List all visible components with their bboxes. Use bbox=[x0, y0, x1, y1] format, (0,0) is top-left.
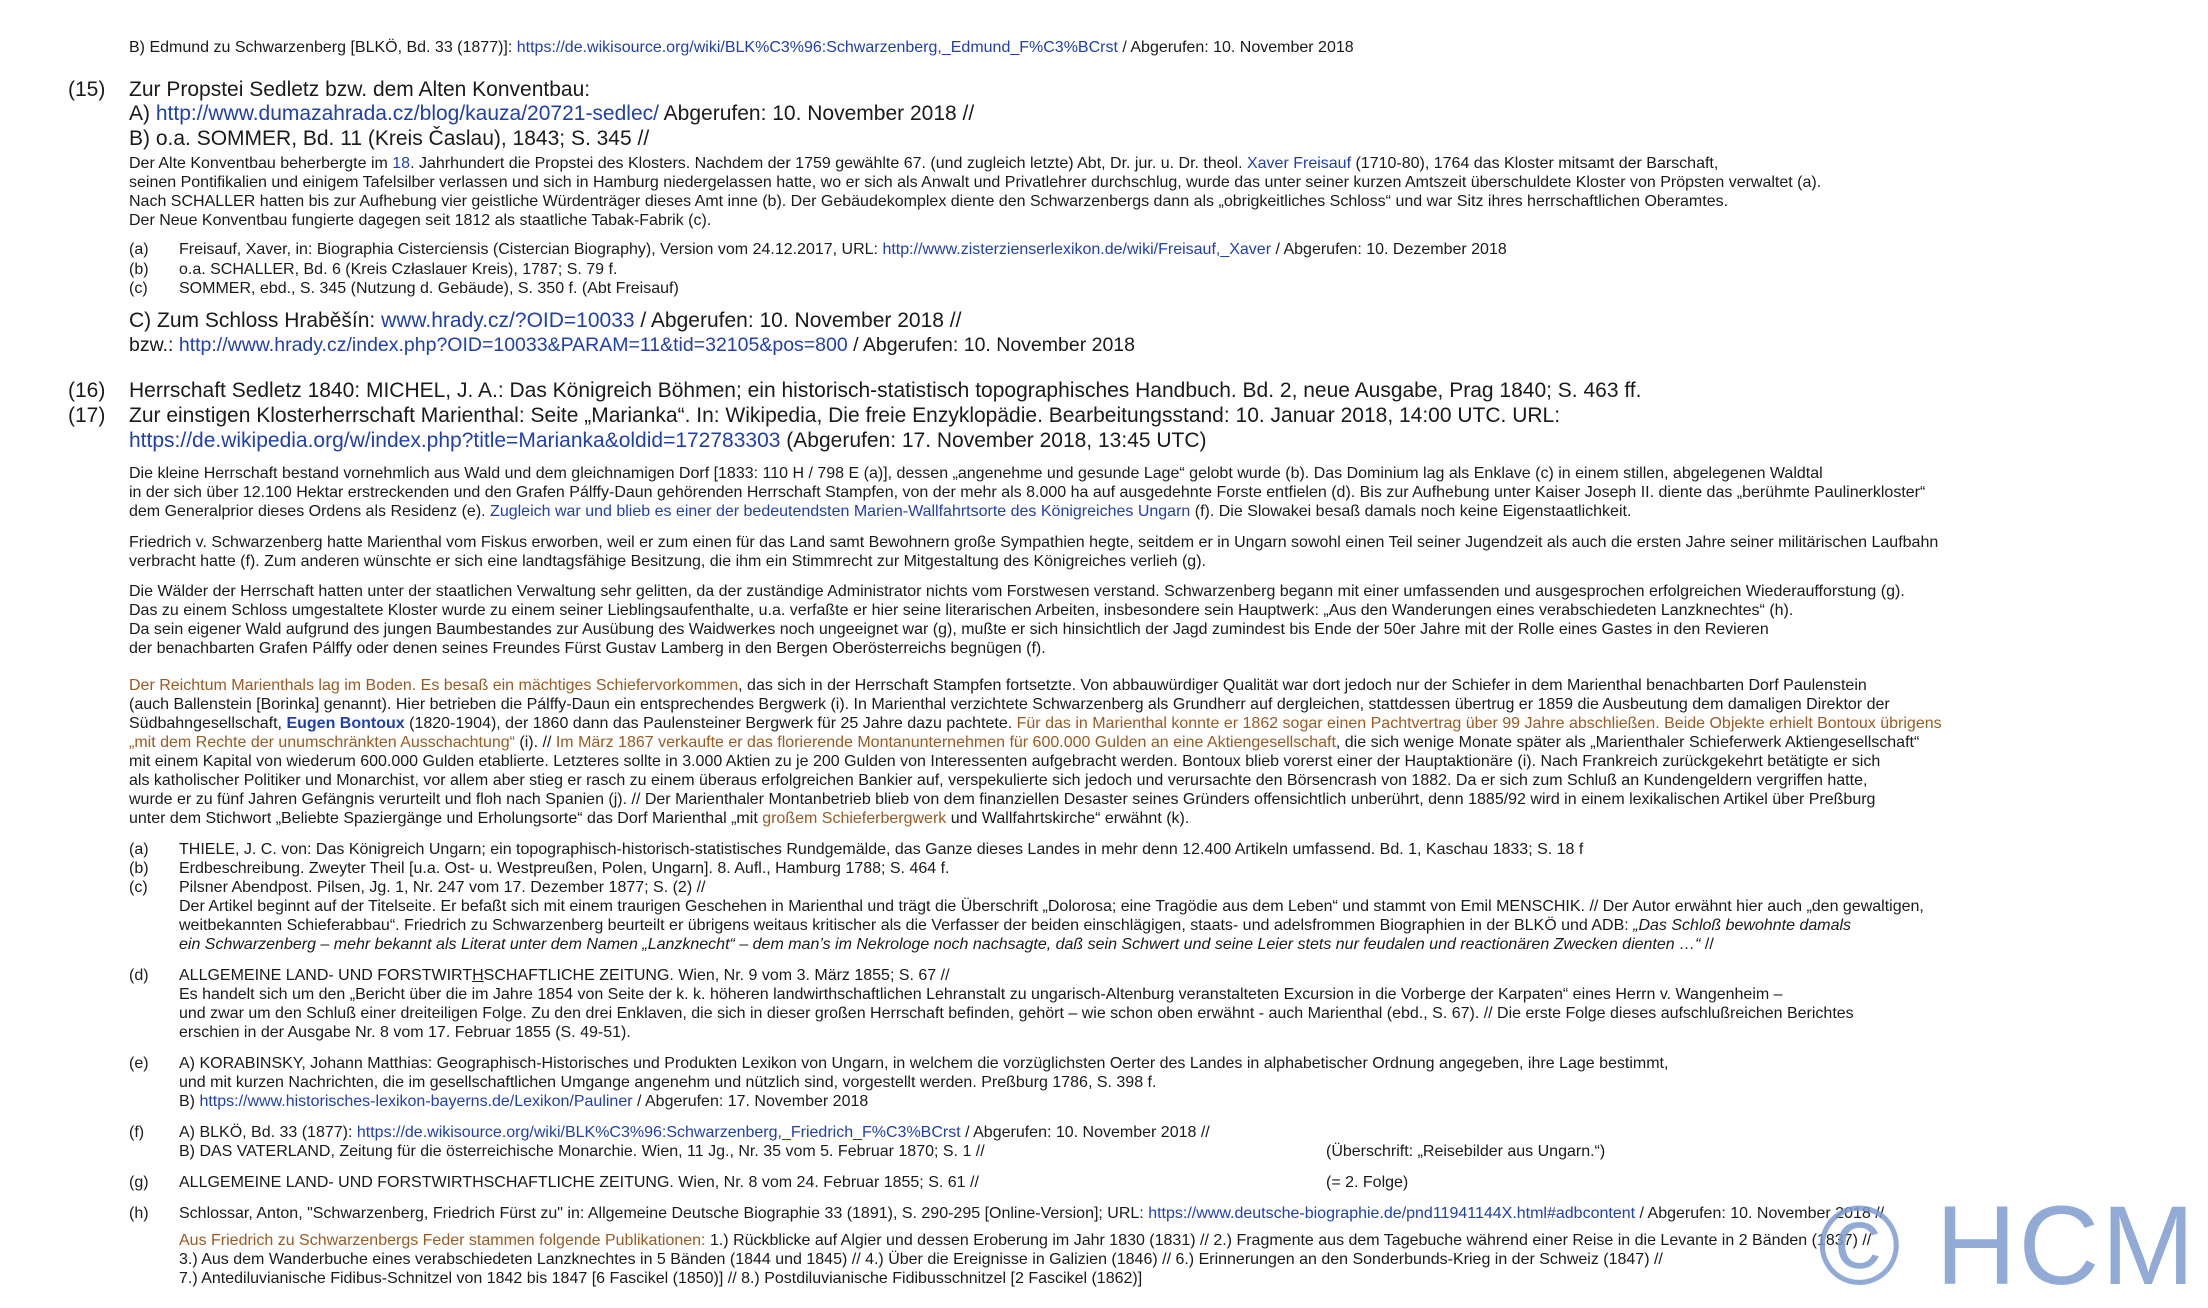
marienthal-p3-line4: der benachbarten Grafen Pálffy oder denen seines Freundes Fürst Gustav Lamberg in den Bergen Oberösterreichs begnügen (f). bbox=[129, 640, 1046, 657]
note17-e-line3 bbox=[179, 1092, 868, 1111]
deutsche-biographie-link[interactable]: https://www.deutsche-biographie.de/pnd11941144X.html#adbcontent bbox=[1148, 1205, 1636, 1222]
note17-a: THIELE, J. C. von: Das Königreich Ungarn; ein topographisch-historisch-statistisches Rundgemälde, das Ganze dieses Landes in mehr denn 12.400 Artikeln umfassend. Bd. 1, Kaschau 1833; S. 18 f bbox=[179, 841, 1584, 858]
note17-e-line2: und mit kurzen Nachrichten, die im gesellschaftlichen Umgange angenehm und nützlich sind, vorgestellt werden. Preßburg 1786, S. 398 f. bbox=[179, 1074, 1157, 1091]
note17-h-line1 bbox=[179, 1204, 1884, 1223]
konventbau-paragraph-line3: Nach SCHALLER hatten bis zur Aufhebung vier geistliche Würdenträger dieses Amt inne (b). Der Gebäudekomplex diente den Schwarzenbergs dann als „obrigkeitliches Schloss“ und war Sitz ihres herrschaftlichen Oberamtes. bbox=[129, 193, 1729, 210]
footnote-15-c bbox=[129, 308, 961, 333]
footnote-15-a bbox=[129, 101, 974, 126]
footnote-15-title: Zur Propstei Sedletz bzw. dem Alten Konventbau: bbox=[129, 78, 591, 101]
note17-label-f: (f) bbox=[129, 1124, 145, 1141]
footnote-17-line1: Zur einstigen Klosterherrschaft Marienthal: Seite „Marianka“. In: Wikipedia, Die freie Enzyklopädie. Bearbeitungsstand: 10. Januar 2018, 14:00 UTC. URL: bbox=[129, 404, 1561, 427]
marienthal-p4-line6: als katholischer Politiker und Monarchist, vor allem aber stieg er rasch zu einem überaus erfolgreichen Bankier auf, verspekulierte sich jedoch und verursachte den Börsencrash von 1882. Da er sich zum Schluß an Kundengeldern vergriffen hatte, bbox=[129, 772, 1868, 789]
text: Schlossar, Anton, "Schwarzenberg, Friedrich Fürst zu" in: Allgemeine Deutsche Biographie 33 (1891), S. 290-295 [Online-Version]; URL: bbox=[179, 1205, 1149, 1222]
highlight-text: großem Schieferbergwerk bbox=[762, 810, 947, 827]
text: Freisauf, Xaver, in: Biographia Cisterciensis (Cistercian Biography), Version vom 24.12.2017, URL: bbox=[179, 241, 883, 258]
label-a: A) bbox=[129, 102, 156, 125]
note17-d-line3: und zwar um den Schluß einer dreiteiligen Folge. Zu den drei Enklaven, die sich in dieser großen Herrschaft befinden, gehört – wie schon oben erwähnt - auch Marienthal (ebd., S. 67). // Die erste Folge dieses aufschlußreichen Berichtes bbox=[179, 1005, 1854, 1022]
zisterzienserlexikon-link[interactable]: http://www.zisterzienserlexikon.de/wiki/Freisauf,_Xaver bbox=[882, 241, 1272, 258]
text: H bbox=[472, 967, 484, 984]
note17-f-line1 bbox=[179, 1123, 1210, 1142]
hrady-link[interactable]: www.hrady.cz/?OID=10033 bbox=[381, 309, 635, 332]
note17-h-line3: 3.) Aus dem Wanderbuche eines verabschiedeten Lanzknechtes in 5 Bänden (1844 und 1845) // 4.) Über die Ereignisse in Galizien (1846) // 6.) Erinnerungen an den Sonderbunds-Krieg in der Schweiz (1847) // bbox=[179, 1251, 1663, 1268]
text: ALLGEMEINE LAND- UND FORSTWIRT bbox=[179, 967, 473, 984]
highlight-text: „mit dem Rechte der unumschränkten Ausschachtung“ bbox=[129, 734, 515, 751]
note17-label-h: (h) bbox=[129, 1205, 149, 1222]
note-c: SOMMER, ebd., S. 345 (Nutzung d. Gebäude), S. 350 f. (Abt Freisauf) bbox=[179, 280, 679, 297]
text: C) Zum Schloss Hraběšín: bbox=[129, 309, 382, 332]
marienthal-p4-line8 bbox=[129, 809, 1189, 828]
note17-h-line4: 7.) Antediluvianische Fidibus-Schnitzel von 1842 bis 1847 [6 Fascikel (1850)] // 8.) Postdiluvianische Fidibusschnitzel [2 Fascikel (1862)] bbox=[179, 1270, 1143, 1287]
text: // bbox=[1700, 936, 1714, 953]
konventbau-paragraph-line1 bbox=[129, 154, 1718, 173]
text: (1820-1904), der 1860 dann das Paulensteiner Bergwerk für 25 Jahre dazu pachtete. bbox=[404, 715, 1017, 732]
footnote-15-b: B) o.a. SOMMER, Bd. 11 (Kreis Časlau), 1843; S. 345 // bbox=[129, 127, 650, 150]
eugen-bontoux-link[interactable]: Eugen Bontoux bbox=[286, 715, 405, 732]
marienthal-p4-line3 bbox=[129, 714, 1942, 733]
text: SCHAFTLICHE ZEITUNG. Wien, Nr. 9 vom 3. März 1855; S. 67 // bbox=[483, 967, 950, 984]
note17-b: Erdbeschreibung. Zweyter Theil [u.a. Ost- u. Westpreußen, Polen, Ungarn]. 8. Aufl., Hamburg 1788; S. 464 f. bbox=[179, 860, 950, 877]
text: . Jahrhundert die Propstei des Klosters. Nachdem der 1759 gewählte 67. (und zugleich letzte) Abt, Dr. jur. u. Dr. theol. bbox=[410, 155, 1247, 172]
note17-label-e: (e) bbox=[129, 1055, 149, 1072]
wikipedia-marianka-link[interactable]: https://de.wikipedia.org/w/index.php?title=Marianka&oldid=172783303 bbox=[129, 429, 781, 452]
marienthal-p4-line5: mit einem Kapital von wiederum 600.000 Gulden etablierte. Letzteres sollte in 3.000 Aktien zu je 200 Gulden von Interessenten aufgebracht werden. Bontoux blieb vorerst einer der Hauptaktionäre (i). Nach Frankreich zurückgekehrt betätigte er sich bbox=[129, 753, 1881, 770]
text: / Abgerufen: 17. November 2018 bbox=[632, 1093, 869, 1110]
highlight-text: Zugleich war und blieb es einer der bedeutendsten Marien-Wallfahrtsorte des Königreiches Ungarn bbox=[490, 503, 1191, 520]
text: A) BLKÖ, Bd. 33 (1877): bbox=[179, 1124, 357, 1141]
reference-date: / Abgerufen: 10. November 2018 bbox=[1117, 39, 1354, 56]
marienthal-p4-line7: wurde er zu fünf Jahren Gefängnis verurteilt und floh nach Spanien (j). // Der Marienthaler Montanbetrieb blieb von dem finanziellen Desaster seines Gründers offensichtlich unberührt, denn 1885/92 wird in einem lexikalischen Artikel über Preßburg bbox=[129, 791, 1876, 808]
footnote-number-17: (17) bbox=[68, 404, 106, 427]
note17-h-line2 bbox=[179, 1231, 1871, 1250]
note-b: o.a. SCHALLER, Bd. 6 (Kreis Człaslauer Kreis), 1787; S. 79 f. bbox=[179, 261, 618, 278]
footnote-number-15: (15) bbox=[68, 78, 106, 101]
text: / Abgerufen: 10. November 2018 bbox=[847, 334, 1135, 356]
text: Südbahngesellschaft, bbox=[129, 715, 287, 732]
footnote-15-bzw bbox=[129, 334, 1135, 357]
copyright-watermark: © HCM bbox=[1818, 1183, 2197, 1308]
note17-f-heading: (Überschrift: „Reisebilder aus Ungarn.“) bbox=[1326, 1143, 1606, 1160]
text: dem Generalprior dieses Ordens als Residenz (e). bbox=[129, 503, 491, 520]
note17-label-g: (g) bbox=[129, 1174, 149, 1191]
text: / Abgerufen: 10. November 2018 // bbox=[960, 1124, 1210, 1141]
note17-f-line2: B) DAS VATERLAND, Zeitung für die österreichische Monarchie. Wien, 11 Jg., Nr. 35 vom 5. Februar 1870; S. 1 // bbox=[179, 1143, 985, 1160]
note17-g: ALLGEMEINE LAND- UND FORSTWIRTHSCHAFTLICHE ZEITUNG. Wien, Nr. 8 vom 24. Februar 1855; S. 61 // bbox=[179, 1174, 979, 1191]
note17-d-line1 bbox=[179, 966, 950, 985]
text: / Abgerufen: 10. November 2018 // bbox=[634, 309, 962, 332]
highlight-text: Für das in Marienthal konnte er 1862 sogar einen Pachtvertrag über 99 Jahre abschließen. Beide Objekte erhielt Bontoux übrigens bbox=[1016, 715, 1942, 732]
marienthal-p3-line2: Das zu einem Schloss umgestaltete Kloster wurde zu einem seiner Lieblingsaufenthalte, u.a. verfaßte er hier seine literarischen Arbeiten, insbesondere sein Hauptwerk: „Aus den Wanderungen eines verabschiedeten Lanzknechtes“ (h). bbox=[129, 602, 1794, 619]
marienthal-p3-line1: Die Wälder der Herrschaft hatten unter der staatlichen Verwaltung sehr gelitten, da der zuständige Administrator nichts vom Forstwesen verstand. Schwarzenberg begann mit einer umfassenden und ausgesprochen erfolgreichen Wiederaufforstung (g). bbox=[129, 583, 1905, 600]
text: / Abgerufen: 10. November 2018 // bbox=[1635, 1205, 1885, 1222]
note17-e-line1: A) KORABINSKY, Johann Matthias: Geographisch-Historisches und Produkten Lexikon von Ungarn, in welchem die vorzüglichsten Oerter des Landes in alphabetischer Ordnung angegeben, ihre Lage bestimmt, bbox=[179, 1055, 1669, 1072]
text: weitbekannten Schieferabbau“. Friedrich zu Schwarzenberg beurteilt er übrigens weitaus kritischer als die Verfasser der beiden einschlägigen, staats- und adelsfrommen Biographien in der BLKÖ und ADB: bbox=[179, 917, 1634, 934]
note17-g-part: (= 2. Folge) bbox=[1326, 1174, 1409, 1191]
note17-label-d: (d) bbox=[129, 967, 149, 984]
marienthal-p2-line1: Friedrich v. Schwarzenberg hatte Marienthal vom Fiskus erworben, weil er zum einen für das Land samt Bewohnern große Sympathien hegte, seitdem er in Ungarn sowohl einen Teil seiner Jugendzeit als auch die ersten Jahre seiner militärischen Laufbahn bbox=[129, 534, 1939, 551]
text: , die sich wenige Monate später als „Marienthaler Schieferwerk Aktiengesellschaft“ bbox=[1335, 734, 1920, 751]
note17-d-line2: Es handelt sich um den „Bericht über die im Jahre 1854 von Seite der k. k. höheren landwirthschaftlichen Lehranstalt zu ungarisch-Altenburg veranstalteten Excursion in die Vorberge der Karpaten“ eines Herrn v. Wangenheim – bbox=[179, 986, 1783, 1003]
marienthal-p4-line4 bbox=[129, 733, 1919, 752]
text: 1.) Rückblicke auf Algier und dessen Eroberung im Jahr 1830 (1831) // 2.) Fragmente aus dem Tagebuche während einer Reise in die Levante in 2 Bänden (1837) // bbox=[705, 1232, 1872, 1249]
dumazahrada-link[interactable]: http://www.dumazahrada.cz/blog/kauza/20721-sedlec/ bbox=[155, 102, 659, 125]
note-label-a: (a) bbox=[129, 241, 149, 258]
reference-text: B) Edmund zu Schwarzenberg [BLKÖ, Bd. 33 (1877)]: bbox=[129, 39, 517, 56]
note17-c-line3 bbox=[179, 916, 1851, 935]
konventbau-paragraph-line4: Der Neue Konventbau fungierte dagegen seit 1812 als staatliche Tabak-Fabrik (c). bbox=[129, 212, 712, 229]
text: , das sich in der Herrschaft Stampfen fortsetzte. Von abbauwürdiger Qualität war dort jedoch nur der Schiefer in dem Marienthal benachbarten Dorf Paulenstein bbox=[738, 677, 1867, 694]
footnote-17-line2 bbox=[129, 428, 1207, 453]
edmund-reference bbox=[129, 38, 1354, 57]
century-link[interactable]: 18 bbox=[392, 155, 411, 172]
note17-label-b: (b) bbox=[129, 860, 149, 877]
historisches-lexikon-link[interactable]: https://www.historisches-lexikon-bayerns.de/Lexikon/Pauliner bbox=[199, 1093, 633, 1110]
text: / Abgerufen: 10. Dezember 2018 bbox=[1271, 241, 1507, 258]
hrady-index-link[interactable]: http://www.hrady.cz/index.php?OID=10033&PARAM=11&tid=32105&pos=800 bbox=[178, 334, 848, 356]
marienthal-p4-line1 bbox=[129, 676, 1867, 695]
marienthal-p1-line3 bbox=[129, 502, 1631, 521]
marienthal-p2-line2: verbracht hatte (f). Zum anderen wünschte er sich eine landtagsfähige Besitzung, die ihm ein Stimmrecht zur Mitgestaltung des Königreiches verlieh (g). bbox=[129, 553, 1206, 570]
quote-text: ein Schwarzenberg – mehr bekannt als Literat unter dem Namen „Lanzknecht“ – dem man’s im Nekrologe noch nachsagte, daß sein Schwert und seine Leier stets nur feudalen und reactionären Zwecken dienten …“ bbox=[179, 936, 1701, 953]
text: (Abgerufen: 17. November 2018, 13:45 UTC) bbox=[780, 429, 1207, 452]
date-a: Abgerufen: 10. November 2018 // bbox=[658, 102, 975, 125]
footnote-number-16: (16) bbox=[68, 379, 106, 402]
note17-label-c: (c) bbox=[129, 879, 148, 896]
highlight-text: Aus Friedrich zu Schwarzenbergs Feder stammen folgende Publikationen: bbox=[179, 1232, 706, 1249]
text: bzw.: bbox=[129, 334, 179, 356]
wikisource-friedrich-link[interactable]: https://de.wikisource.org/wiki/BLK%C3%96:Schwarzenberg,_Friedrich_F%C3%BCrst bbox=[356, 1124, 961, 1141]
marienthal-p1-line1: Die kleine Herrschaft bestand vornehmlich aus Wald und dem gleichnamigen Dorf [1833: 110 H / 798 E (a)], dessen „angenehme und gesunde Lage“ gelobt wurde (b). Das Dominium lag als Enklave (c) in einem stillen, abgelegenen Waldtal bbox=[129, 465, 1823, 482]
text: Der Alte Konventbau beherbergte im bbox=[129, 155, 393, 172]
text: unter dem Stichwort „Beliebte Spaziergänge und Erholungsorte“ das Dorf Marienthal „mit bbox=[129, 810, 763, 827]
text: (i). // bbox=[514, 734, 556, 751]
quote-text: „Das Schloß bewohnte damals bbox=[1633, 917, 1852, 934]
text: B) bbox=[179, 1093, 200, 1110]
konventbau-paragraph-line2: seinen Pontifikalien und einigem Tafelsilber verlassen und sich in Hamburg niedergelassen hatte, wo er sich als Anwalt und Privatlehrer durchschlug, wurde das unter seiner kurzen Amtszeit überschuldete Kloster von Pröpsten verwaltet (a). bbox=[129, 174, 1822, 191]
note17-c-line1: Pilsner Abendpost. Pilsen, Jg. 1, Nr. 247 vom 17. Dezember 1877; S. (2) // bbox=[179, 879, 706, 896]
note17-c-line2: Der Artikel beginnt auf der Titelseite. Er befaßt sich mit einem traurigen Geschehen in Marienthal und trägt die Überschrift „Dolorosa; eine Tragödie aus dem Leben“ und stammt von Emil MENSCHIK. // Der Autor erwähnt hier auch „den gewaltigen, bbox=[179, 898, 1924, 915]
note-a bbox=[179, 240, 1507, 259]
xaver-freisauf-link[interactable]: Xaver Freisauf bbox=[1246, 155, 1352, 172]
wikisource-edmund-link[interactable]: https://de.wikisource.org/wiki/BLK%C3%96:Schwarzenberg,_Edmund_F%C3%BCrst bbox=[516, 39, 1118, 56]
note-label-b: (b) bbox=[129, 261, 149, 278]
note17-d-line4: erschien in der Ausgabe Nr. 8 vom 17. Februar 1855 (S. 49-51). bbox=[179, 1024, 631, 1041]
marienthal-p4-line2: (auch Ballenstein [Borinka] genannt). Hier betrieben die Pálffy-Daun ein entsprechendes Bergwerk (i). In Marienthal verzichtete Schwarzenberg als Grundherr auf dergleichen, stattdessen übertrug er 1859 die Ausbeutung dem damaligen Direktor der bbox=[129, 696, 1890, 713]
text: (f). Die Slowakei besaß damals noch keine Eigenstaatlichkeit. bbox=[1190, 503, 1632, 520]
note17-c-line4 bbox=[179, 935, 1714, 954]
marienthal-p3-line3: Da sein eigener Wald aufgrund des jungen Baumbestandes zur Ausübung des Waidwerkes noch ungeeignet war (g), mußte er sich hinsichtlich der Jagd zumindest bis Ende der 50er Jahre mit der Rolle eines Gastes in den Revieren bbox=[129, 621, 1769, 638]
footnote-16-text: Herrschaft Sedletz 1840: MICHEL, J. A.: Das Königreich Böhmen; ein historisch-statistisch topographisches Handbuch. Bd. 2, neue Ausgabe, Prag 1840; S. 463 ff. bbox=[129, 379, 1642, 402]
note17-label-a: (a) bbox=[129, 841, 149, 858]
highlight-text: Der Reichtum Marienthals lag im Boden. Es besaß ein mächtiges Schiefervorkommen bbox=[129, 677, 739, 694]
text: und Wallfahrtskirche“ erwähnt (k). bbox=[946, 810, 1190, 827]
marienthal-p1-line2: in der sich über 12.100 Hektar erstreckenden und den Grafen Pálffy-Daun gehörenden Herrschaft Stampfen, von der mehr als 8.000 ha auf ausgedehnte Forste entfielen (d). Bis zur Aufhebung unter Kaiser Joseph II. diente das „berühmte Paulinerkloster“ bbox=[129, 484, 1926, 501]
text: (1710-80), 1764 das Kloster mitsamt der Barschaft, bbox=[1351, 155, 1719, 172]
note-label-c: (c) bbox=[129, 280, 148, 297]
highlight-text: Im März 1867 verkaufte er das florierende Montanunternehmen für 600.000 Gulden an eine Aktiengesellschaft bbox=[555, 734, 1336, 751]
